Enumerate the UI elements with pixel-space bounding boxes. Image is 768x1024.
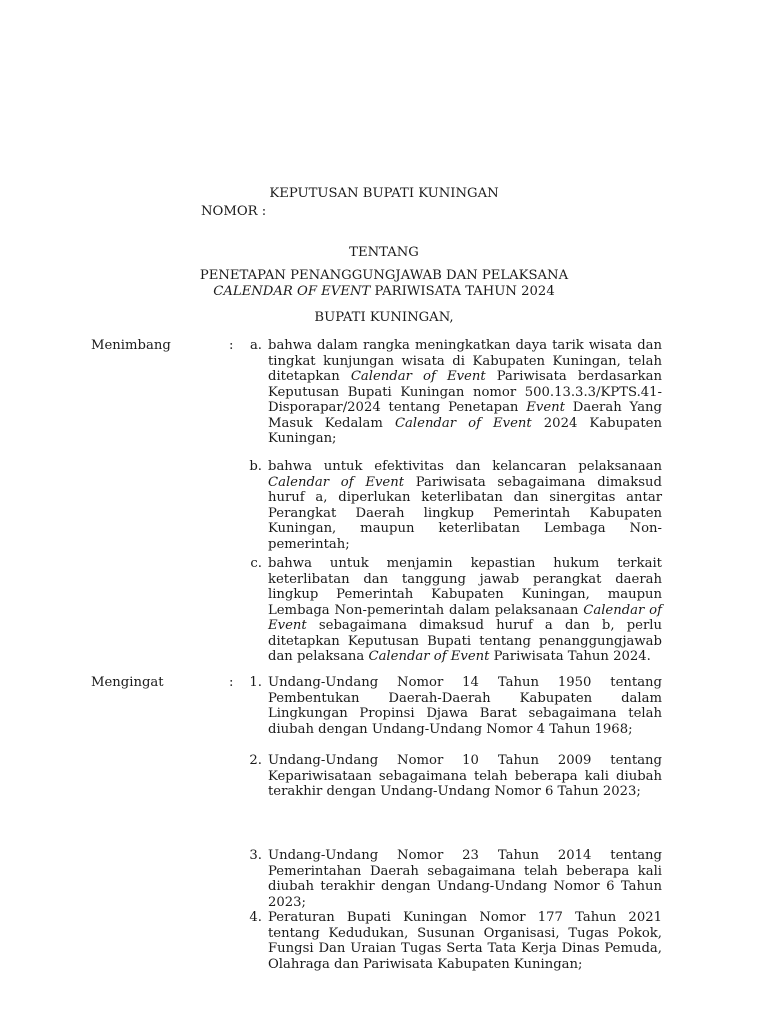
menimbang-label: Menimbang: [91, 338, 171, 353]
tentang-heading: TENTANG: [349, 245, 419, 260]
menimbang-item-marker: b.: [249, 459, 262, 474]
document-title: KEPUTUSAN BUPATI KUNINGAN: [269, 186, 499, 201]
mengingat-item-text: Undang-Undang Nomor 14 Tahun 1950 tentang Pembentukan Daerah-Daerah Kabupaten dalam Lingkungan Propinsi Djawa Barat sebagaimana telah diubah dengan Undang-Undang Nomor 4 Tahun 1968;: [268, 675, 662, 737]
mengingat-item-text: Undang-Undang Nomor 10 Tahun 2009 tentang Kepariwisataan sebagaimana telah beberapa kali diubah terakhir dengan Undang-Undang Nomor 6 Tahun 2023;: [268, 753, 662, 799]
text-segment: Pariwisata berdasarkan Keputusan Bupati Kuningan nomor 500.13.3.3/KPTS.41-Disporapar/2024 tentang Penetapan: [268, 369, 662, 415]
menimbang-item-text: [268, 338, 662, 447]
italic-segment: Calendar of Event: [368, 649, 490, 664]
text-segment: Pariwisata sebagaimana dimaksud huruf a, diperlukan keterlibatan dan sinergitas antar Perangkat Daerah lingkup Pemerintah Kabupaten Kuningan, maupun keterlibatan Lembaga Non-pemerintah;: [268, 474, 662, 552]
mengingat-item-marker: 3.: [249, 848, 262, 863]
subject-line-1: PENETAPAN PENANGGUNGJAWAB DAN PELAKSANA: [199, 268, 569, 283]
mengingat-item-marker: 2.: [249, 753, 262, 768]
nomor-label: NOMOR :: [201, 204, 267, 219]
text-segment: Daerah Yang Masuk Kedalam: [268, 400, 662, 431]
mengingat-item-marker: 1.: [249, 675, 262, 690]
subject-line-2: [0, 284, 768, 300]
italic-segment: Calendar of Event: [350, 369, 486, 384]
italic-segment: Calendar of Event: [268, 602, 662, 633]
text-segment: 2024 Kabupaten Kuningan;: [268, 415, 662, 446]
mengingat-colon: :: [229, 675, 234, 690]
mengingat-label: Mengingat: [91, 675, 164, 690]
text-segment: bahwa dalam rangka meningkatkan daya tarik wisata dan tingkat kunjungan wisata di Kabupaten Kuningan, telah ditetapkan: [268, 338, 662, 384]
menimbang-item-text: [268, 556, 662, 665]
text-segment: bahwa untuk efektivitas dan kelancaran pelaksanaan: [268, 459, 662, 474]
italic-segment: Calendar of Event: [268, 474, 405, 490]
italic-segment: Calendar of Event: [394, 415, 532, 431]
authority-heading: BUPATI KUNINGAN,: [314, 310, 454, 325]
menimbang-item-marker: a.: [249, 338, 262, 353]
subject-rest: PARIWISATA TAHUN 2024: [370, 284, 555, 299]
italic-segment: Event: [526, 400, 565, 415]
menimbang-item-text: [268, 459, 662, 552]
menimbang-item-marker: c.: [250, 556, 262, 571]
subject-italic: CALENDAR OF EVENT: [213, 284, 371, 299]
text-segment: bahwa untuk menjamin kepastian hukum terkait keterlibatan dan tanggung jawab perangkat daerah lingkup Pemerintah Kabupaten Kuningan, maupun Lembaga Non-pemerintah dalam pelaksanaan: [268, 556, 662, 618]
mengingat-item-text: Peraturan Bupati Kuningan Nomor 177 Tahun 2021 tentang Kedudukan, Susunan Organisasi, Tugas Pokok, Fungsi Dan Uraian Tugas Serta Tata Kerja Dinas Pemuda, Olahraga dan Pariwisata Kabupaten Kuningan;: [268, 910, 662, 972]
mengingat-item-marker: 4.: [249, 910, 262, 925]
menimbang-colon: :: [229, 338, 234, 353]
text-segment: Pariwisata Tahun 2024.: [489, 649, 651, 664]
text-segment: sebagaimana dimaksud huruf a dan b, perlu ditetapkan Keputusan Bupati tentang penanggungjawab dan pelaksana: [268, 618, 662, 664]
mengingat-item-text: Undang-Undang Nomor 23 Tahun 2014 tentang Pemerintahan Daerah sebagaimana telah beberapa kali diubah terakhir dengan Undang-Undang Nomor 6 Tahun 2023;: [268, 848, 662, 910]
